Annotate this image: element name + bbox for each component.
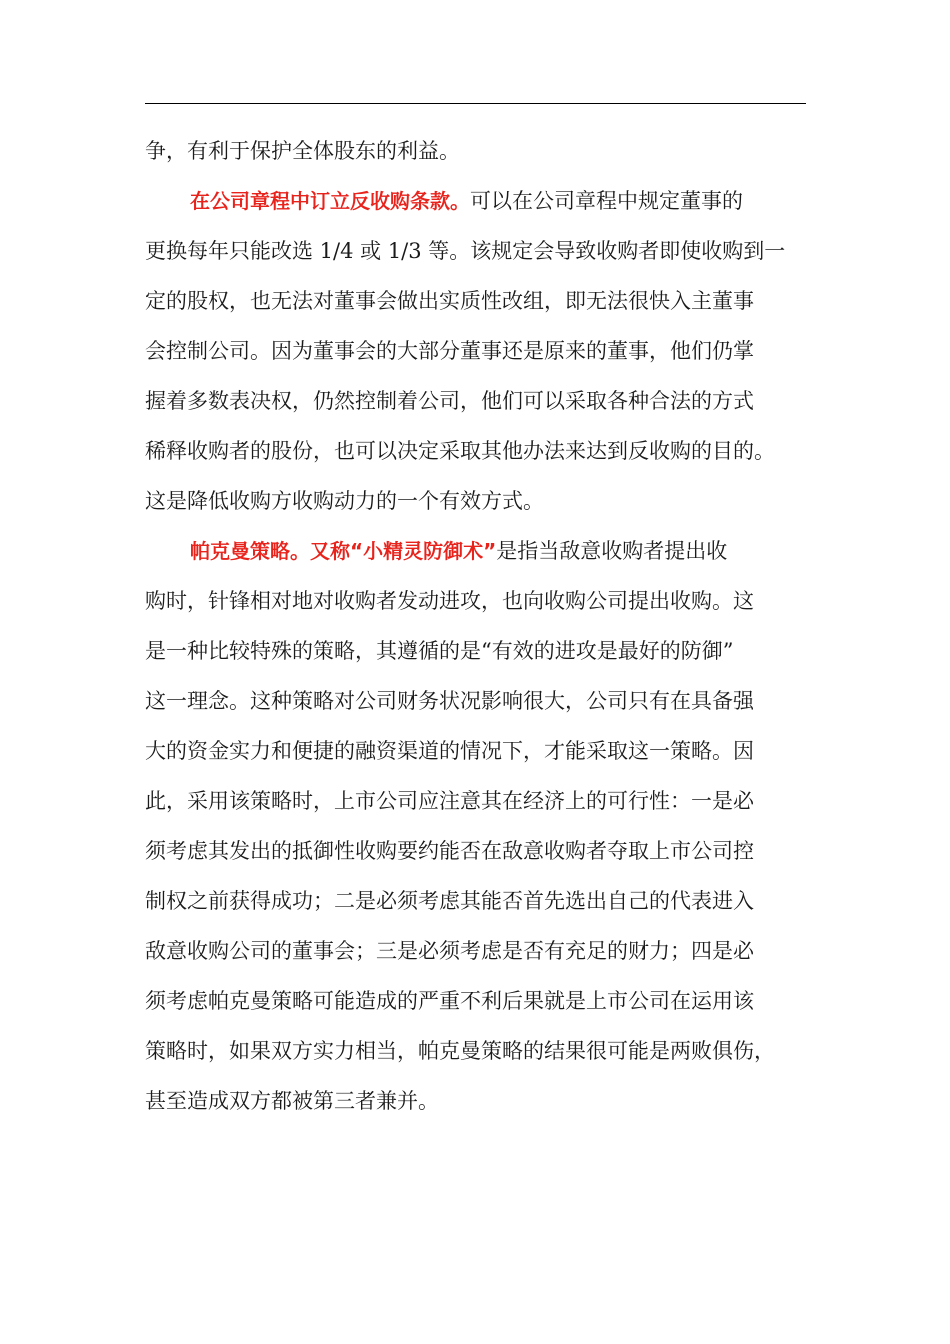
heading-pac-man-strategy: 帕克曼策略。又称“小精灵防御术” — [190, 539, 497, 563]
header-rule — [145, 103, 806, 104]
text-run: 可以在公司章程中规定董事的 — [470, 189, 743, 213]
text-line: 握着多数表决权，仍然控制着公司，他们可以采取各种合法的方式 — [145, 389, 754, 413]
text-line: 这是降低收购方收购动力的一个有效方式。 — [145, 489, 544, 513]
text-line: 购时，针锋相对地对收购者发动进攻，也向收购公司提出收购。这 — [145, 589, 754, 613]
heading-anti-takeover-clause: 在公司章程中订立反收购条款。 — [190, 189, 470, 213]
text-line: 定的股权，也无法对董事会做出实质性改组，即无法很快入主董事 — [145, 289, 754, 313]
text-line: 制权之前获得成功；二是必须考虑其能否首先选出自己的代表进入 — [145, 889, 754, 913]
text-line: 须考虑其发出的抵御性收购要约能否在敌意收购者夺取上市公司控 — [145, 839, 754, 863]
paragraph-start — [145, 176, 810, 226]
text-line: 此，采用该策略时，上市公司应注意其在经济上的可行性：一是必 — [145, 789, 754, 813]
text-line: 会控制公司。因为董事会的大部分董事还是原来的董事，他们仍掌 — [145, 339, 754, 363]
text-line: 稀释收购者的股份，也可以决定采取其他办法来达到反收购的目的。 — [145, 439, 775, 463]
text-line: 须考虑帕克曼策略可能造成的严重不利后果就是上市公司在运用该 — [145, 989, 754, 1013]
text-line: 争，有利于保护全体股东的利益。 — [145, 139, 460, 163]
text-line: 敌意收购公司的董事会；三是必须考虑是否有充足的财力；四是必 — [145, 939, 754, 963]
text-line: 大的资金实力和便捷的融资渠道的情况下，才能采取这一策略。因 — [145, 739, 754, 763]
text-line: 更换每年只能改选 1/4 或 1/3 等。该规定会导致收购者即使收购到一 — [145, 239, 786, 263]
body-text — [145, 126, 810, 1126]
text-line: 甚至造成双方都被第三者兼并。 — [145, 1089, 439, 1113]
text-line: 策略时，如果双方实力相当，帕克曼策略的结果很可能是两败俱伤， — [145, 1039, 775, 1063]
paragraph-start — [145, 526, 810, 576]
text-run: 是指当敌意收购者提出收 — [496, 539, 728, 563]
text-line: 是一种比较特殊的策略，其遵循的是“有效的进攻是最好的防御” — [145, 639, 734, 663]
text-line: 这一理念。这种策略对公司财务状况影响很大，公司只有在具备强 — [145, 689, 754, 713]
